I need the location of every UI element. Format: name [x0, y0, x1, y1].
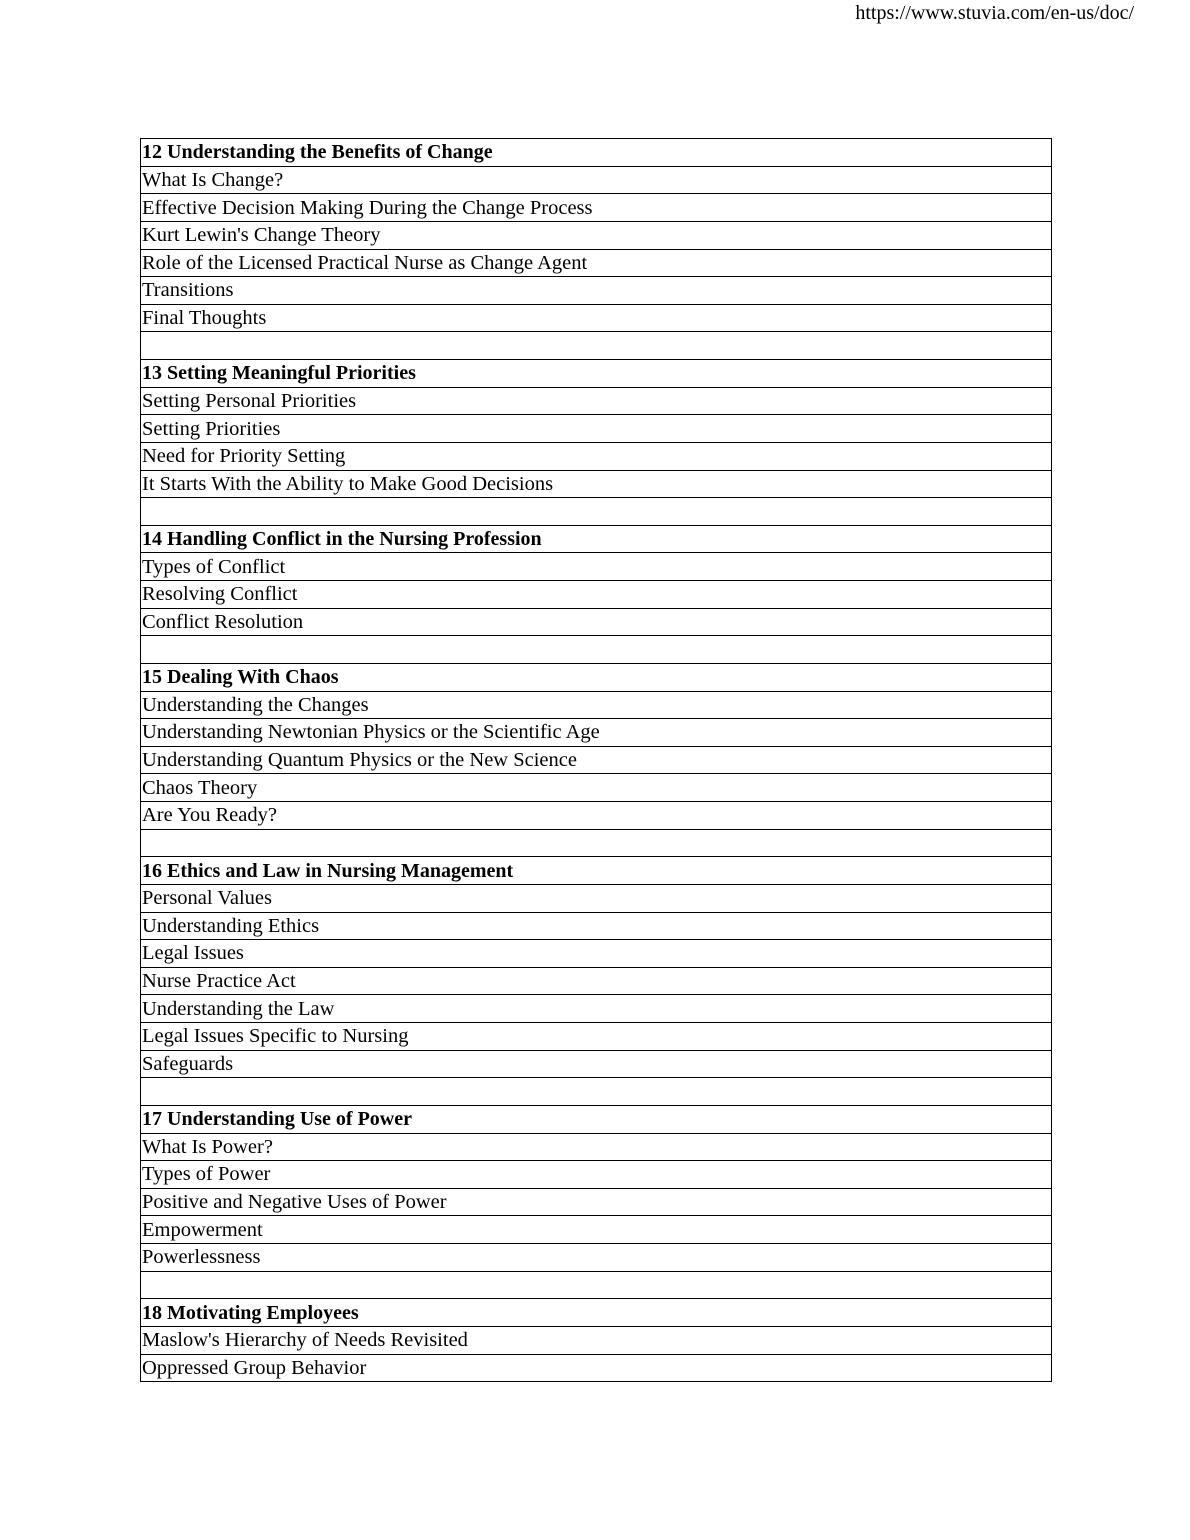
table-row [141, 1244, 1052, 1272]
table-row [141, 1354, 1052, 1382]
topic-cell: Oppressed Group Behavior [141, 1354, 1052, 1382]
table-row [141, 277, 1052, 305]
table-row [141, 1216, 1052, 1244]
table-row [141, 1023, 1052, 1051]
topic-cell: Understanding Ethics [141, 912, 1052, 940]
table-row [141, 166, 1052, 194]
section-heading-row [141, 1299, 1052, 1327]
table-row [141, 221, 1052, 249]
blank-cell [141, 332, 1052, 360]
topic-cell: It Starts With the Ability to Make Good Decisions [141, 470, 1052, 498]
topic-cell: Understanding Newtonian Physics or the Scientific Age [141, 719, 1052, 747]
table-row [141, 1050, 1052, 1078]
table-row [141, 470, 1052, 498]
topic-cell: Types of Power [141, 1161, 1052, 1189]
section-heading-row [141, 360, 1052, 388]
topic-cell: Are You Ready? [141, 802, 1052, 830]
topic-cell: Legal Issues Specific to Nursing [141, 1023, 1052, 1051]
table-row [141, 967, 1052, 995]
topic-cell: Final Thoughts [141, 304, 1052, 332]
toc-body [141, 139, 1052, 1382]
blank-row [141, 636, 1052, 664]
topic-cell: Role of the Licensed Practical Nurse as Change Agent [141, 249, 1052, 277]
blank-cell [141, 1078, 1052, 1106]
topic-cell: Effective Decision Making During the Change Process [141, 194, 1052, 222]
section-heading-row [141, 663, 1052, 691]
topic-cell: Empowerment [141, 1216, 1052, 1244]
topic-cell: Resolving Conflict [141, 581, 1052, 609]
section-heading: 14 Handling Conflict in the Nursing Profession [141, 525, 1052, 553]
table-row [141, 194, 1052, 222]
table-row [141, 746, 1052, 774]
section-heading: 15 Dealing With Chaos [141, 663, 1052, 691]
topic-cell: Understanding Quantum Physics or the New Science [141, 746, 1052, 774]
topic-cell: What Is Change? [141, 166, 1052, 194]
blank-cell [141, 636, 1052, 664]
topic-cell: Legal Issues [141, 940, 1052, 968]
section-heading: 17 Understanding Use of Power [141, 1105, 1052, 1133]
topic-cell: Personal Values [141, 884, 1052, 912]
section-heading: 18 Motivating Employees [141, 1299, 1052, 1327]
topic-cell: Setting Priorities [141, 415, 1052, 443]
table-row [141, 995, 1052, 1023]
table-row [141, 940, 1052, 968]
topic-cell: Chaos Theory [141, 774, 1052, 802]
section-heading-row [141, 857, 1052, 885]
topic-cell: What Is Power? [141, 1133, 1052, 1161]
blank-row [141, 829, 1052, 857]
section-heading-row [141, 525, 1052, 553]
topic-cell: Safeguards [141, 1050, 1052, 1078]
blank-cell [141, 1271, 1052, 1299]
table-row [141, 1188, 1052, 1216]
section-heading-row [141, 139, 1052, 167]
table-row [141, 304, 1052, 332]
topic-cell: Kurt Lewin's Change Theory [141, 221, 1052, 249]
topic-cell: Understanding the Law [141, 995, 1052, 1023]
section-heading: 12 Understanding the Benefits of Change [141, 139, 1052, 167]
blank-cell [141, 498, 1052, 526]
source-url: https://www.stuvia.com/en-us/doc/ [855, 2, 1134, 24]
section-heading: 13 Setting Meaningful Priorities [141, 360, 1052, 388]
section-heading-row [141, 1105, 1052, 1133]
topic-cell: Maslow's Hierarchy of Needs Revisited [141, 1326, 1052, 1354]
blank-row [141, 498, 1052, 526]
topic-cell: Powerlessness [141, 1244, 1052, 1272]
topic-cell: Types of Conflict [141, 553, 1052, 581]
blank-row [141, 1271, 1052, 1299]
blank-row [141, 332, 1052, 360]
section-heading: 16 Ethics and Law in Nursing Management [141, 857, 1052, 885]
blank-row [141, 1078, 1052, 1106]
topic-cell: Nurse Practice Act [141, 967, 1052, 995]
topic-cell: Setting Personal Priorities [141, 387, 1052, 415]
topic-cell: Positive and Negative Uses of Power [141, 1188, 1052, 1216]
table-row [141, 608, 1052, 636]
table-row [141, 802, 1052, 830]
table-row [141, 691, 1052, 719]
table-row [141, 1161, 1052, 1189]
table-row [141, 884, 1052, 912]
table-of-contents [140, 138, 1052, 1382]
table-row [141, 553, 1052, 581]
topic-cell: Transitions [141, 277, 1052, 305]
table-row [141, 387, 1052, 415]
table-row [141, 442, 1052, 470]
topic-cell: Need for Priority Setting [141, 442, 1052, 470]
table-row [141, 581, 1052, 609]
topic-cell: Understanding the Changes [141, 691, 1052, 719]
table-row [141, 774, 1052, 802]
table-row [141, 249, 1052, 277]
topic-cell: Conflict Resolution [141, 608, 1052, 636]
table-row [141, 1133, 1052, 1161]
table-row [141, 719, 1052, 747]
table-row [141, 415, 1052, 443]
blank-cell [141, 829, 1052, 857]
table-row [141, 1326, 1052, 1354]
table-row [141, 912, 1052, 940]
